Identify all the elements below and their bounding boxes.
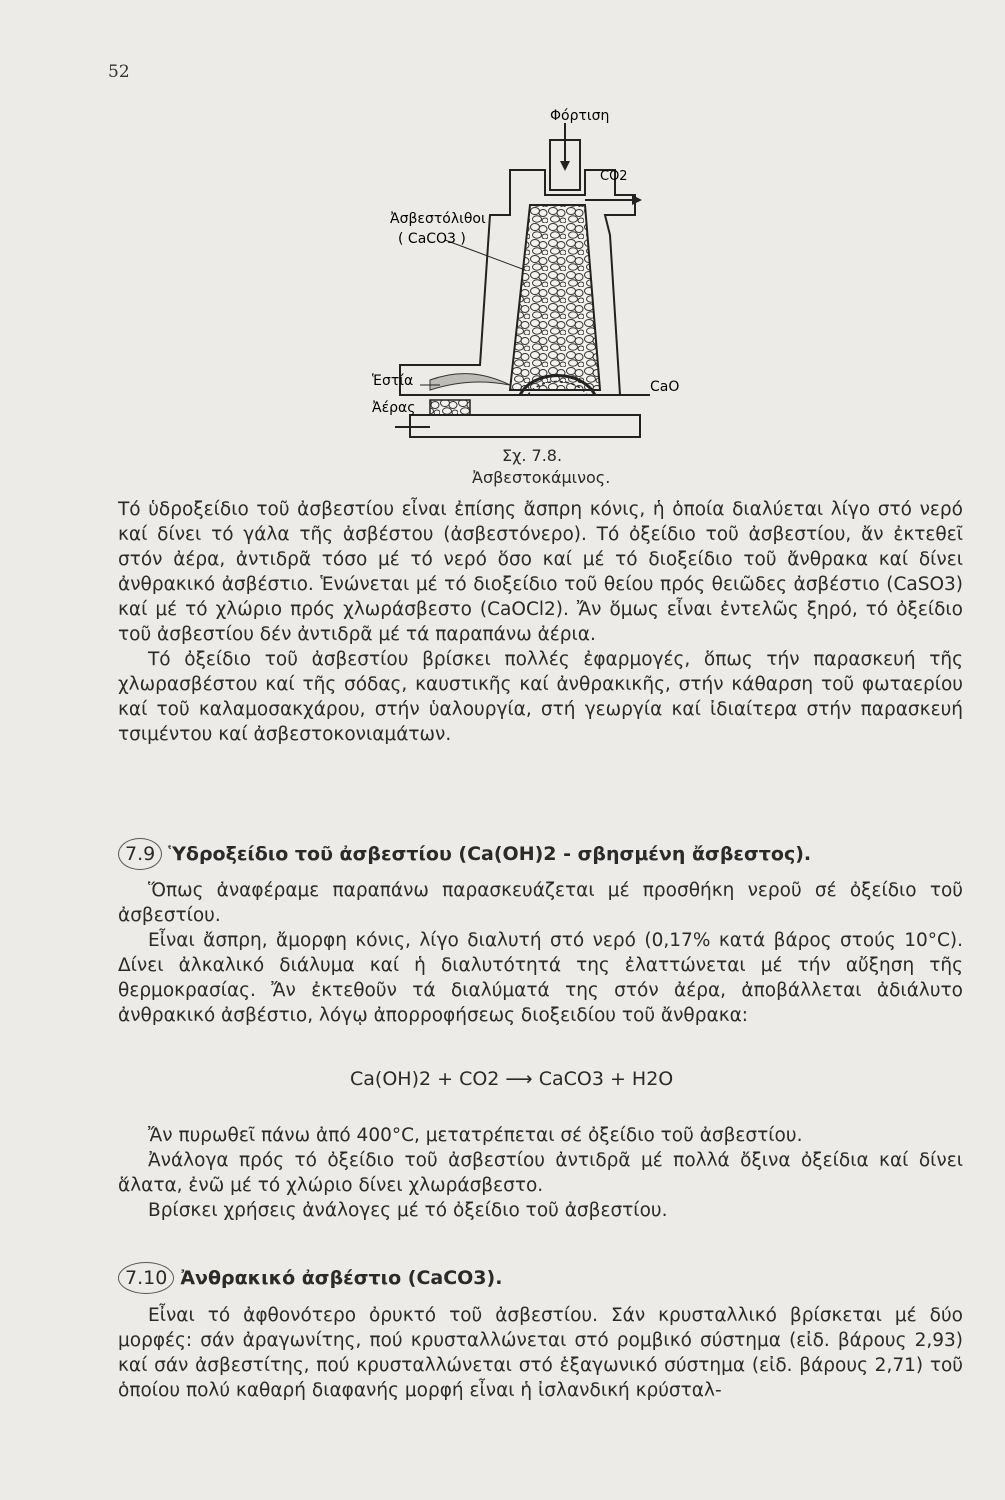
- body-text-mid: [118, 878, 963, 1028]
- page-number: 52: [108, 62, 130, 82]
- section-title-7-10: Ἀνθρακικό ἀσβέστιο (CaCO3).: [180, 1267, 503, 1289]
- paragraph-3: Ὅπως ἀναφέραμε παραπάνω παρασκευάζεται μέ προσθήκη νεροῦ σέ ὀξείδιο τοῦ ἀσβεστίου.: [118, 880, 963, 926]
- body-text-bottom: [118, 1303, 963, 1403]
- section-heading-7-10: [118, 1262, 502, 1294]
- body-text-lower: [118, 1123, 963, 1223]
- section-number-7-9: 7.9: [118, 838, 162, 870]
- paragraph-6: Ἀνάλογα πρός τό ὀξείδιο τοῦ ἀσβεστίου ἀντιδρᾶ μέ πολλά ὄξινα ὀξείδια καί δίνει ἅλατα, ἐνῶ μέ τό χλώριο δίνει χλωράσβεστο.: [118, 1150, 963, 1196]
- kiln-base: [410, 415, 640, 437]
- paragraph-4: Εἶναι ἄσπρη, ἄμορφη κόνις, λίγο διαλυτή στό νερό (0,17% κατά βάρος στούς 10°C). Δίνει ἀλκαλικό διάλυμα καί ἡ διαλυτότητά της ἐλαττώνεται μέ τήν αὔξηση τῆς θερμοκρασίας. Ἄν ἐκτεθοῦν τά διαλύματά της στόν ἀέρα, ἀποβάλλεται ἀδιάλυτο ἀνθρακικό ἀσβέστιο, λόγῳ ἀπορροφήσεως διοξειδίου τοῦ ἄνθρακα:: [118, 930, 963, 1026]
- label-air: Ἀέρας: [372, 400, 416, 416]
- caption-title: Ἀσβεστοκάμινος.: [472, 468, 611, 487]
- paragraph-8: Εἶναι τό ἀφθονότερο ὀρυκτό τοῦ ἀσβεστίου. Σάν κρυσταλλικό βρίσκεται μέ δύο μορφές: σάν ἀραγωνίτης, πού κρυσταλλώνεται στό ρομβικό σύστημα (εἰδ. βάρους 2,93) καί σάν ἀσβεστίτης, πού κρυσταλλώνεται στό ἑξαγωνικό σύστημα (εἰδ. βάρους 2,71) τοῦ ὁποίου πολύ καθαρή διαφανής μορφή εἶναι ἡ ἰσλανδική κρύσταλ-: [118, 1305, 963, 1401]
- label-co2: CO2: [600, 169, 628, 184]
- section-title-7-9: Ὑδροξείδιο τοῦ ἀσβεστίου (Ca(OH)2 - σβησμένη ἄσβεστος).: [168, 843, 812, 865]
- label-charge: Φόρτιση: [550, 108, 610, 124]
- chemical-equation: Ca(OH)2 + CO2 ⟶ CaCO3 + H2O: [350, 1068, 674, 1090]
- section-number-7-10: 7.10: [118, 1262, 174, 1294]
- label-cao: CaO: [650, 379, 680, 395]
- caption-number: Σχ. 7.8.: [502, 446, 563, 465]
- paragraph-5: Ἄν πυρωθεῖ πάνω ἀπό 400°C, μετατρέπεται σέ ὀξείδιο τοῦ ἀσβεστίου.: [148, 1125, 803, 1146]
- hearth-grate: [430, 400, 470, 415]
- figure-caption: [440, 445, 640, 489]
- label-hearth: Ἑστία: [372, 373, 414, 389]
- paragraph-2: Τό ὀξείδιο τοῦ ἀσβεστίου βρίσκει πολλές ἐφαρμογές, ὅπως τήν παρασκευή τῆς χλωρασβέστου καί τῆς σόδας, καυστικῆς καί ἀνθρακικῆς, στήν κάθαρση τοῦ φωταερίου καί τοῦ καλαμοσακχάρου, στήν ὑαλουργία, στή γεωργία καί ἰδιαίτερα στήν παρασκευή τσιμέντου καί ἀσβεστοκονιαμάτων.: [118, 649, 963, 745]
- body-text-top: [118, 497, 963, 747]
- label-limestone: Ἀσβεστόλιθοι: [390, 211, 486, 227]
- paragraph-7: Βρίσκει χρήσεις ἀνάλογες μέ τό ὀξείδιο τοῦ ἀσβεστίου.: [148, 1200, 668, 1221]
- lime-kiln-figure: [350, 95, 710, 475]
- lime-kiln-diagram: [350, 95, 710, 475]
- label-caco3: ( CaCO3 ): [398, 231, 466, 247]
- section-heading-7-9: [118, 838, 811, 870]
- paragraph-1: Τό ὑδροξείδιο τοῦ ἀσβεστίου εἶναι ἐπίσης ἄσπρη κόνις, ἡ ὁποία διαλύεται λίγο στό νερό καί δίνει τό γάλα τῆς ἀσβέστου (ἀσβεστόνερο). Τό ὀξείδιο τοῦ ἀσβεστίου, ἄν ἐκτεθεῖ στόν ἀέρα, ἀντιδρᾶ τόσο μέ τό νερό ὅσο καί μέ τό διοξείδιο τοῦ ἄνθρακα καί δίνει ἀνθρακικό ἀσβέστιο. Ἑνώνεται μέ τό διοξείδιο τοῦ θείου πρός θειῶδες ἀσβέστιο (CaSO3) καί μέ τό χλώριο πρός χλωράσβεστο (CaOCl2). Ἄν ὅμως εἶναι ἐντελῶς ξηρό, τό ὀξείδιο τοῦ ἀσβεστίου δέν ἀντιδρᾶ μέ τά παραπάνω ἀέρια.: [118, 499, 963, 645]
